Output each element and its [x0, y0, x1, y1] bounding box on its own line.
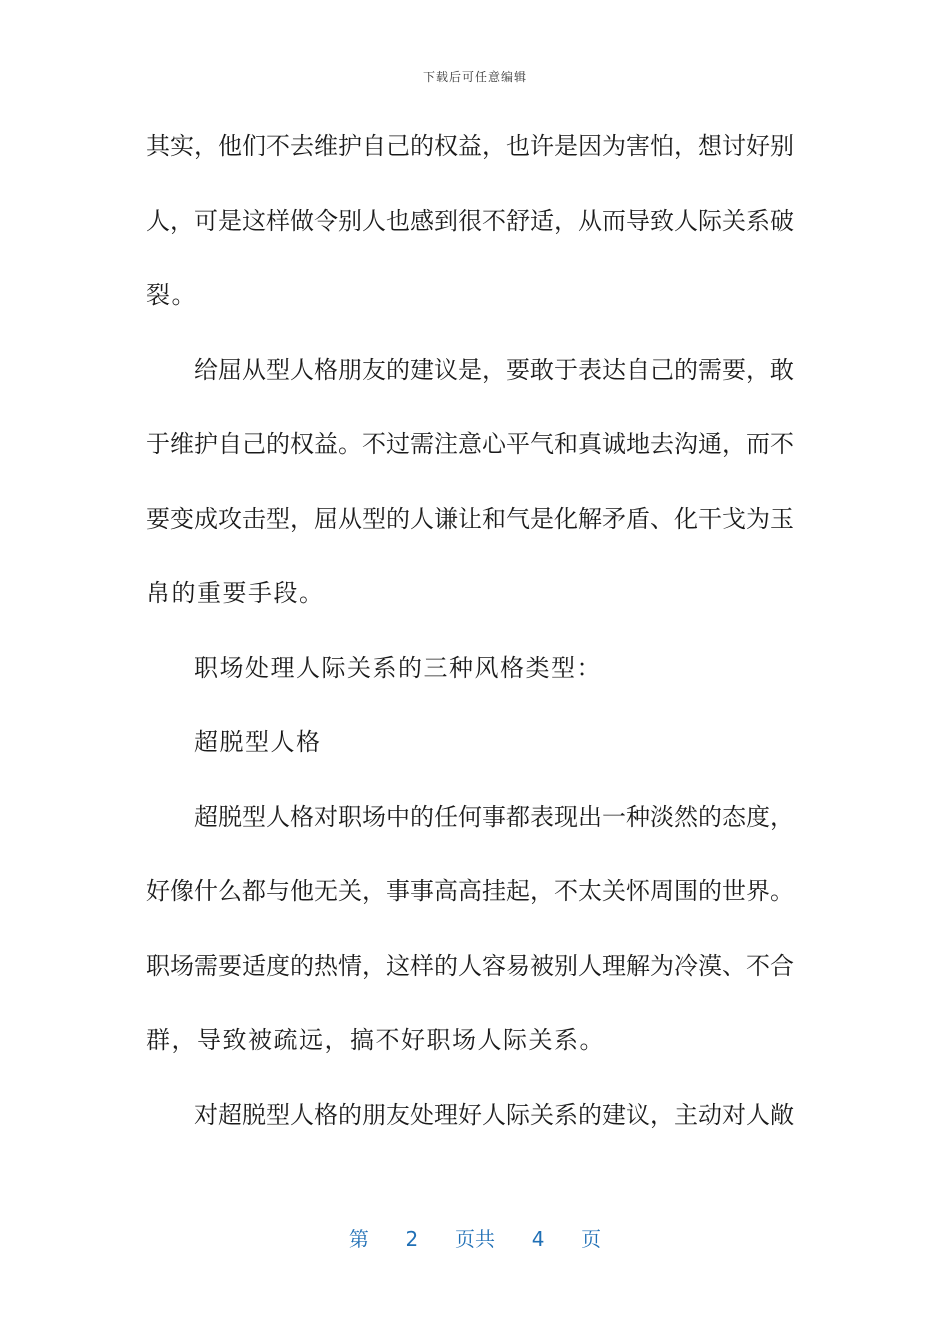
paragraph-start-line: 超脱型人格对职场中的任何事都表现出一种淡然的态度， — [194, 802, 794, 831]
text-line: 帛的重要手段。 — [146, 579, 325, 607]
document-body — [146, 120, 794, 1163]
paragraph-start-line: 给屈从型人格朋友的建议是，要敢于表达自己的需要，敢 — [194, 355, 794, 384]
text-line: 于维护自己的权益。不过需注意心平气和真诚地去沟通，而不 — [146, 430, 794, 458]
text-line: 群，导致被疏远，搞不好职场人际关系。 — [146, 1026, 605, 1054]
text-line: 人，可是这样做令别人也感到很不舒适，从而导致人际关系破 — [146, 206, 794, 235]
section-heading: 超脱型人格 — [194, 728, 322, 756]
footer-label-ye: 页 — [581, 1227, 602, 1251]
page-header-note: 下载后可任意编辑 — [422, 70, 527, 84]
text-line: 裂。 — [146, 281, 197, 309]
text-line: 好像什么都与他无关，事事高高挂起，不太关怀周围的世界。 — [146, 877, 794, 905]
text-line: 要变成攻击型，屈从型的人谦让和气是化解矛盾、化干戈为玉 — [146, 504, 794, 533]
footer-current-page: 2 — [405, 1227, 419, 1251]
text-line: 其实，他们不去维护自己的权益，也许是因为害怕，想讨好别 — [146, 132, 794, 160]
page-number-footer — [0, 1223, 950, 1252]
paragraph-start-line: 职场处理人际关系的三种风格类型： — [194, 653, 602, 682]
footer-total-pages: 4 — [531, 1227, 545, 1251]
footer-label-ye-gong: 页共 — [455, 1227, 495, 1251]
footer-label-di: 第 — [348, 1227, 369, 1251]
text-line: 职场需要适度的热情，这样的人容易被别人理解为冷漠、不合 — [146, 951, 794, 980]
paragraph-start-line: 对超脱型人格的朋友处理好人际关系的建议，主动对人敞 — [194, 1100, 794, 1129]
